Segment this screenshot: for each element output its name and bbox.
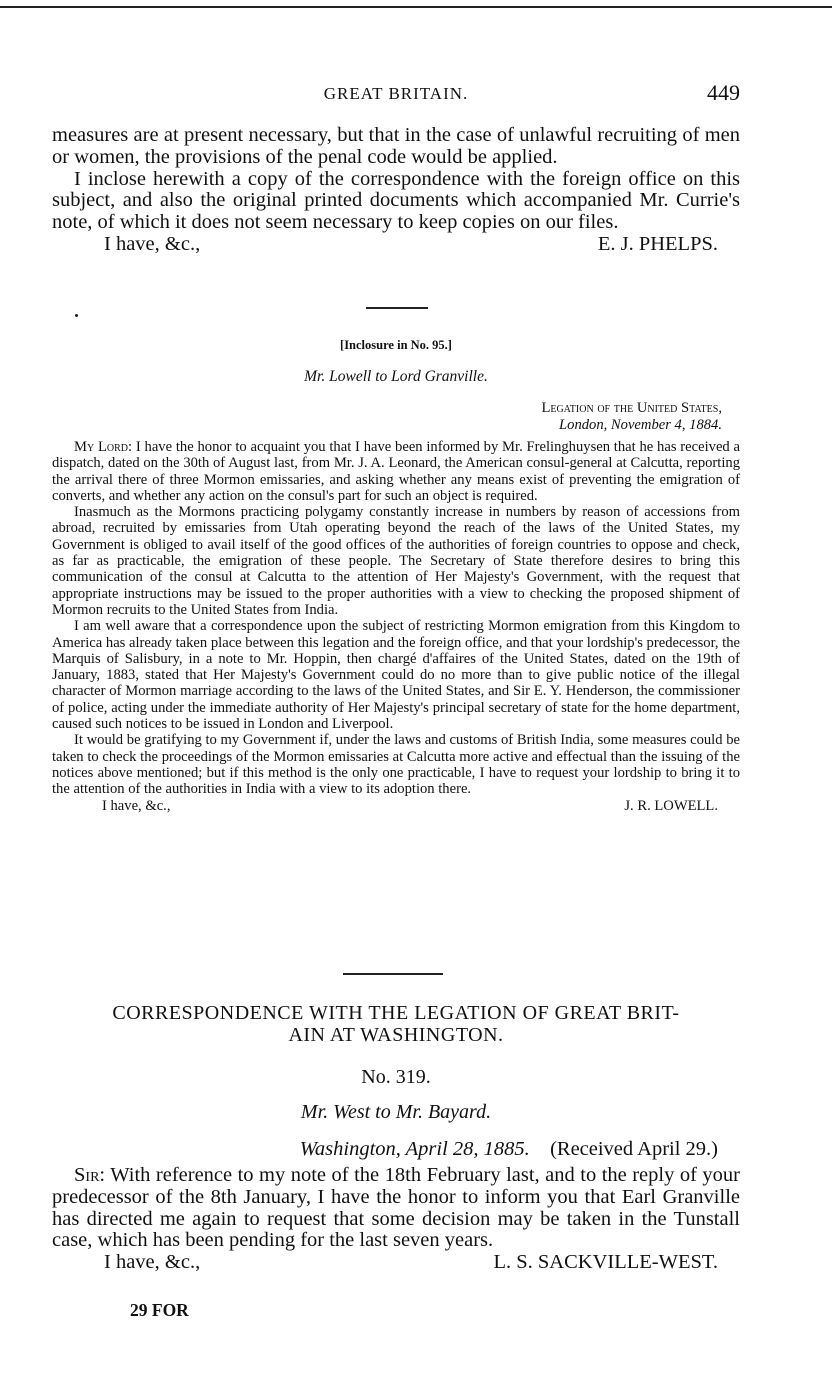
signature: L. S. SACKVILLE-WEST. <box>493 1251 718 1274</box>
ink-speck <box>75 314 78 317</box>
signature: J. R. LOWELL. <box>624 797 718 814</box>
separator-rule <box>343 973 443 975</box>
signature-mark: 29 FOR <box>130 1300 189 1320</box>
paragraph: I have the honor to acquaint you that I have been informed by Mr. Frelinghuysen that he has received a dispatch, dated on the 30th of August last, from Mr. J. A. Leonard, the American consul-general at Calcutta, reporting the arrival there of three Mormon emissaries, and asking whether any means exist of preventing the emigration of converts, and whether any action on the consul's part for such an object is required. <box>52 439 740 504</box>
legation-place: Legation of the United States, <box>541 400 722 416</box>
page-number: 449 <box>707 80 740 105</box>
paragraph: measures are at present necessary, but that in the case of unlawful recruiting of men or women, the provisions of the penal code would be applied. <box>52 124 740 168</box>
paragraph: With reference to my note of the 18th February last, and to the reply of your predecessor of the 8th January, I have the honor to inform you that Earl Granville has directed me again to request that some decision may be taken in the Tunstall case, which has been pending for the last seven years. <box>52 1164 740 1252</box>
section-heading-line: AIN AT WASHINGTON. <box>288 1024 504 1046</box>
closing: I have, &c., <box>104 1251 201 1274</box>
inclosure-label: [Inclosure in No. 95.] <box>340 338 452 352</box>
signature-row <box>52 798 740 816</box>
inclosure-title: Mr. Lowell to Lord Granville. <box>304 368 488 385</box>
section-heading <box>52 1002 740 1046</box>
section-heading-line: CORRESPONDENCE WITH THE LEGATION OF GREAT BRIT- <box>112 1002 680 1024</box>
running-head: GREAT BRITAIN. <box>323 84 469 103</box>
letter-dateline <box>52 1138 718 1161</box>
paragraph: I am well aware that a correspondence upon the subject of restricting Mormon emigration from this Kingdom to America has already taken place between this legation and the foreign office, and that your lordship's predecessor, the Marquis of Salisbury, in a note to Mr. Hoppin, then chargé d'affaires of the United States, dated on the 19th of January, 1883, stated that Her Majesty's Government could do no more than to give public notice of the illegal character of Mormon marriage according to the laws of the United States, and Sir E. Y. Henderson, the commissioner of police, acting under the immediate authority of Her Majesty's principal secretary of state for the home department, caused such notices to be issued in London and Liverpool. <box>52 618 740 733</box>
paragraph: I inclose herewith a copy of the correspondence with the foreign office on this subject, and also the original printed documents which accompanied Mr. Currie's note, of which it does not seem necessary to keep copies on our files. <box>52 167 740 234</box>
letter-date: Washington, April 28, 1885. <box>299 1138 530 1160</box>
inclosure-body <box>52 439 740 816</box>
closing: I have, &c., <box>102 797 171 814</box>
paragraph: It would be gratifying to my Government if, under the laws and customs of British India, some measures could be taken to check the proceedings of the Mormon emissaries at Calcutta more active and effectual than the issuing of the notices above mentioned; but if this method is the only one practicable, I have to request your lordship to bring it to the attention of the authorities in India with a view to its adoption there. <box>52 732 740 798</box>
signature: E. J. PHELPS. <box>597 232 718 255</box>
signature-row <box>52 1252 740 1274</box>
letter-body <box>52 1165 740 1274</box>
salutation: Sir: <box>74 1164 106 1186</box>
separator-rule <box>366 307 428 309</box>
top-border-line <box>0 6 832 8</box>
paragraph: Inasmuch as the Mormons practicing polygamy constantly increase in numbers by reason of accessions from abroad, recruited by emissaries from Utah operating beyond the reach of the laws of the United States, my Government is obliged to avail itself of the good offices of the authorities of foreign countries to oppose and check, as far as practicable, the emigration of these people. The Secretary of State therefore desires to bring this communication of the consul at Calcutta to the attention of Her Majesty's Government, with the request that appropriate instructions may be issued to the proper authorities with a view to checking the proposed shipment of Mormon recruits to the United States from India. <box>52 504 740 618</box>
page-header <box>52 80 740 108</box>
letter-continuation <box>52 125 740 256</box>
letter-title: Mr. West to Mr. Bayard. <box>300 1101 492 1123</box>
salutation: My Lord: <box>74 439 133 455</box>
received-date: (Received April 29.) <box>550 1138 718 1160</box>
signature-row <box>52 234 740 256</box>
inclosure-dateline <box>52 400 722 433</box>
closing: I have, &c., <box>104 232 201 255</box>
letter-date: London, November 4, 1884. <box>559 416 722 433</box>
document-number: No. 319. <box>361 1066 431 1088</box>
